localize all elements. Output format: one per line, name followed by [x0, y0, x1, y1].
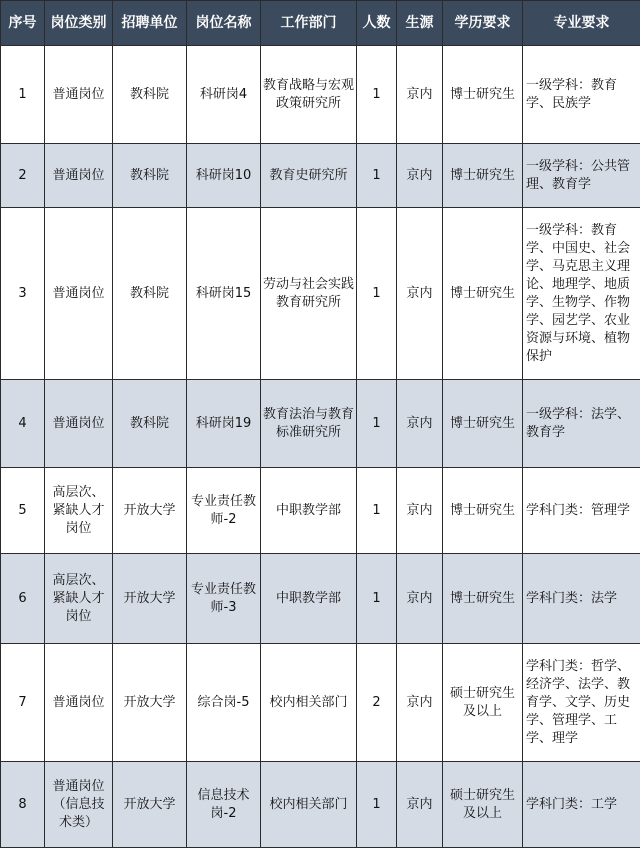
cell-major: 学科门类：管理学 — [523, 468, 640, 554]
cell-no: 7 — [1, 644, 45, 762]
cell-major: 一级学科：教育学、民族学 — [523, 46, 640, 144]
cell-unit: 教科院 — [113, 144, 187, 208]
cell-dept: 教育史研究所 — [261, 144, 357, 208]
header-row — [1, 1, 640, 46]
cell-dept: 教育战略与宏观政策研究所 — [261, 46, 357, 144]
table-row — [1, 762, 640, 848]
cell-no: 3 — [1, 208, 45, 380]
cell-origin: 京内 — [397, 468, 443, 554]
cell-no: 5 — [1, 468, 45, 554]
cell-position: 科研岗19 — [187, 380, 261, 468]
cell-major: 一级学科：法学、教育学 — [523, 380, 640, 468]
table-row — [1, 208, 640, 380]
cell-major: 学科门类：工学 — [523, 762, 640, 848]
cell-position: 信息技术岗-2 — [187, 762, 261, 848]
cell-major: 一级学科：公共管理、教育学 — [523, 144, 640, 208]
cell-major: 学科门类：哲学、经济学、法学、教育学、文学、历史学、管理学、工学、理学 — [523, 644, 640, 762]
header-education: 学历要求 — [443, 1, 523, 46]
header-unit: 招聘单位 — [113, 1, 187, 46]
cell-position: 综合岗-5 — [187, 644, 261, 762]
cell-count: 1 — [357, 144, 397, 208]
cell-count: 1 — [357, 762, 397, 848]
cell-origin: 京内 — [397, 144, 443, 208]
cell-dept: 劳动与社会实践教育研究所 — [261, 208, 357, 380]
cell-count: 1 — [357, 380, 397, 468]
cell-position: 专业责任教师-3 — [187, 554, 261, 644]
cell-count: 1 — [357, 554, 397, 644]
cell-category: 高层次、紧缺人才岗位 — [45, 554, 113, 644]
table-row — [1, 380, 640, 468]
cell-count: 1 — [357, 468, 397, 554]
cell-origin: 京内 — [397, 208, 443, 380]
cell-position: 专业责任教师-2 — [187, 468, 261, 554]
cell-education: 硕士研究生及以上 — [443, 644, 523, 762]
table-row — [1, 644, 640, 762]
cell-category: 高层次、紧缺人才岗位 — [45, 468, 113, 554]
cell-dept: 教育法治与教育标准研究所 — [261, 380, 357, 468]
cell-dept: 中职教学部 — [261, 468, 357, 554]
table-row — [1, 144, 640, 208]
cell-no: 4 — [1, 380, 45, 468]
cell-dept: 校内相关部门 — [261, 644, 357, 762]
header-no: 序号 — [1, 1, 45, 46]
cell-count: 2 — [357, 644, 397, 762]
cell-major: 一级学科：教育学、中国史、社会学、马克思主义理论、地理学、地质学、生物学、作物学、园艺学、农业资源与环境、植物保护 — [523, 208, 640, 380]
table-row — [1, 468, 640, 554]
table-row — [1, 554, 640, 644]
cell-category: 普通岗位 — [45, 46, 113, 144]
header-category: 岗位类别 — [45, 1, 113, 46]
cell-origin: 京内 — [397, 644, 443, 762]
cell-position: 科研岗10 — [187, 144, 261, 208]
cell-dept: 校内相关部门 — [261, 762, 357, 848]
cell-origin: 京内 — [397, 762, 443, 848]
cell-count: 1 — [357, 208, 397, 380]
cell-position: 科研岗4 — [187, 46, 261, 144]
cell-no: 8 — [1, 762, 45, 848]
header-position: 岗位名称 — [187, 1, 261, 46]
cell-category: 普通岗位 — [45, 380, 113, 468]
cell-major: 学科门类：法学 — [523, 554, 640, 644]
header-dept: 工作部门 — [261, 1, 357, 46]
cell-education: 博士研究生 — [443, 46, 523, 144]
cell-education: 博士研究生 — [443, 468, 523, 554]
cell-education: 博士研究生 — [443, 380, 523, 468]
cell-category: 普通岗位（信息技术类） — [45, 762, 113, 848]
cell-count: 1 — [357, 46, 397, 144]
cell-education: 博士研究生 — [443, 208, 523, 380]
cell-education: 硕士研究生及以上 — [443, 762, 523, 848]
table-row — [1, 46, 640, 144]
cell-dept: 中职教学部 — [261, 554, 357, 644]
cell-position: 科研岗15 — [187, 208, 261, 380]
cell-origin: 京内 — [397, 46, 443, 144]
cell-education: 博士研究生 — [443, 144, 523, 208]
header-major: 专业要求 — [523, 1, 640, 46]
cell-no: 2 — [1, 144, 45, 208]
cell-origin: 京内 — [397, 554, 443, 644]
cell-unit: 教科院 — [113, 46, 187, 144]
cell-unit: 开放大学 — [113, 644, 187, 762]
cell-no: 1 — [1, 46, 45, 144]
cell-unit: 教科院 — [113, 208, 187, 380]
cell-education: 博士研究生 — [443, 554, 523, 644]
cell-category: 普通岗位 — [45, 644, 113, 762]
header-origin: 生源 — [397, 1, 443, 46]
cell-category: 普通岗位 — [45, 208, 113, 380]
cell-unit: 开放大学 — [113, 762, 187, 848]
cell-unit: 教科院 — [113, 380, 187, 468]
cell-unit: 开放大学 — [113, 554, 187, 644]
cell-category: 普通岗位 — [45, 144, 113, 208]
cell-origin: 京内 — [397, 380, 443, 468]
cell-unit: 开放大学 — [113, 468, 187, 554]
header-count: 人数 — [357, 1, 397, 46]
cell-no: 6 — [1, 554, 45, 644]
